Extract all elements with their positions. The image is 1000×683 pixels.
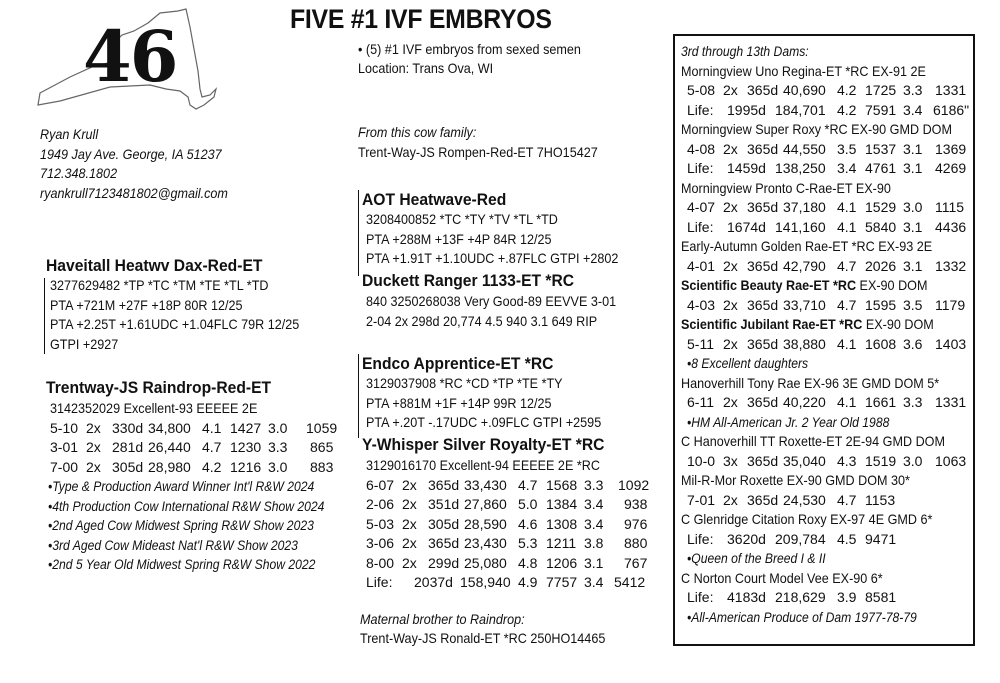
intro-line-embryos: • (5) #1 IVF embryos from sexed semen	[358, 41, 581, 57]
dam-entry-note: •All-American Produce of Dam 1977-78-79	[687, 609, 917, 625]
lot-number: 46	[83, 15, 177, 98]
endco-line: PTA +.20T -.17UDC +.09FLC GTPI +2595	[366, 414, 602, 430]
dam-entry-name: Scientific Jubilant Rae-ET *RC EX-90 DOM	[681, 316, 934, 332]
whisper-record-row: 5-03 2x 305d 28,590 4.6 1308 3.4 976	[366, 515, 648, 532]
aot-line: PTA +1.91T +1.10UDC +.87FLC GTPI +2802	[366, 250, 619, 266]
sire-line: GTPI +2927	[50, 335, 119, 352]
whisper-record-row: 8-00 2x 299d 25,080 4.8 1206 3.1 767	[366, 554, 648, 571]
consignor-block	[40, 125, 249, 203]
award-item: •Type & Production Award Winner Int'l R&W 2024	[48, 479, 315, 494]
consignor-email: ryankrull7123481802@gmail.com	[40, 184, 228, 201]
duckett-name: Duckett Ranger 1133-ET *RC	[362, 271, 575, 290]
dam-entry-name: Morningview Pronto C-Rae-ET EX-90	[681, 179, 891, 196]
family-value: Trent-Way-JS Rompen-Red-ET 7HO15427	[358, 144, 598, 160]
duckett-line: 2-04 2x 298d 20,774 4.5 940 3.1 649 RIP	[366, 312, 598, 329]
duckett-line: 840 3250268038 Very Good-89 EEVVE 3-01	[366, 293, 617, 309]
whisper-life-row: Life: 2037d 158,940 4.9 7757 3.4 5412	[366, 574, 646, 590]
dam-record-row: 5-10 2x 330d 34,800 4.1 1427 3.0 1059	[50, 419, 338, 436]
dam-entry-name: C Norton Court Model Vee EX-90 6*	[681, 569, 883, 586]
award-item: •4th Production Cow International R&W Show 2024	[48, 498, 325, 514]
dam-entry-name: Early-Autumn Golden Rae-ET *RC EX-93 2E	[681, 238, 933, 254]
sire-name: Haveitall Heatwv Dax-Red-ET	[46, 256, 263, 275]
sire-line: PTA +721M +27F +18P 80R 12/25	[50, 296, 243, 313]
whisper-reg: 3129016170 Excellent-94 EEEEE 2E *RC	[366, 457, 600, 473]
whisper-records	[366, 456, 666, 593]
dam-entry-note: •HM All-American Jr. 2 Year Old 1988	[687, 414, 890, 430]
aot-line: 3208400852 *TC *TY *TV *TL *TD	[366, 211, 558, 227]
consignor-address: 1949 Jay Ave. George, IA 51237	[40, 145, 222, 162]
dam-records	[50, 399, 350, 477]
dam-reg: 3142352029 Excellent-93 EEEEE 2E	[50, 400, 258, 416]
dam-entry-name: Mil-R-Mor Roxette EX-90 GMD DOM 30*	[681, 472, 910, 488]
endco-bracket	[358, 354, 359, 438]
aot-name: AOT Heatwave-Red	[362, 190, 507, 209]
whisper-name: Y-Whisper Silver Royalty-ET *RC	[362, 435, 605, 454]
dam-entry-name: Morningview Uno Regina-ET *RC EX-91 2E	[681, 62, 926, 79]
whisper-record-row: 2-06 2x 351d 27,860 5.0 1384 3.4 938	[366, 496, 648, 512]
aot-bracket	[358, 190, 359, 276]
dam-entry-name: Morningview Super Roxy *RC EX-90 GMD DOM	[681, 121, 952, 137]
dam-entry-name: C Glenridge Citation Roxy EX-97 4E GMD 6*	[681, 511, 933, 527]
intro-line-location: Location: Trans Ova, WI	[358, 60, 494, 76]
sire-bracket	[44, 278, 45, 354]
award-item: •3rd Aged Cow Mideast Nat'l R&W Show 2023	[48, 537, 298, 553]
maternal-value: Trent-Way-JS Ronald-ET *RC 250HO14465	[360, 630, 606, 646]
dam-entry-name: Hanoverhill Tony Rae EX-96 3E GMD DOM 5*	[681, 374, 940, 391]
endco-line: 3129037908 *RC *CD *TP *TE *TY	[366, 375, 563, 391]
sire-line: 3277629482 *TP *TC *TM *TE *TL *TD	[50, 277, 269, 293]
dam-record-row: 3-01 2x 281d 26,440 4.7 1230 3.3 865	[50, 439, 334, 455]
dam-entry-note: •8 Excellent daughters	[687, 356, 809, 371]
endco-name: Endco Apprentice-ET *RC	[362, 354, 554, 373]
consignor-name: Ryan Krull	[40, 126, 99, 142]
dams-heading: 3rd through 13th Dams:	[681, 44, 809, 59]
dam-entry-name: C Hanoverhill TT Roxette-ET 2E-94 GMD DOM	[681, 433, 945, 449]
dam-entry-note: •Queen of the Breed I & II	[687, 551, 826, 566]
whisper-record-row: 3-06 2x 365d 23,430 5.3 1211 3.8 880	[366, 535, 648, 551]
maternal-label: Maternal brother to Raindrop:	[360, 611, 525, 627]
dam-record-row: 7-00 2x 305d 28,980 4.2 1216 3.0 883	[50, 458, 334, 475]
consignor-phone: 712.348.1802	[40, 165, 118, 181]
whisper-record-row: 6-07 2x 365d 33,430 4.7 1568 3.3 1092	[366, 476, 650, 493]
page-title: FIVE #1 IVF EMBRYOS	[290, 4, 552, 34]
award-item: •2nd 5 Year Old Midwest Spring R&W Show 2022	[48, 557, 316, 572]
award-item: •2nd Aged Cow Midwest Spring R&W Show 2023	[48, 518, 314, 533]
endco-line: PTA +881M +1F +14P 99R 12/25	[366, 394, 552, 411]
sire-line: PTA +2.25T +1.61UDC +1.04FLC 79R 12/25	[50, 316, 300, 332]
aot-line: PTA +288M +13F +4P 84R 12/25	[366, 230, 552, 247]
dam-name: Trentway-JS Raindrop-Red-ET	[46, 378, 272, 397]
dam-entry-name: Scientific Beauty Rae-ET *RC EX-90 DOM	[681, 277, 928, 293]
family-label: From this cow family:	[358, 124, 477, 140]
